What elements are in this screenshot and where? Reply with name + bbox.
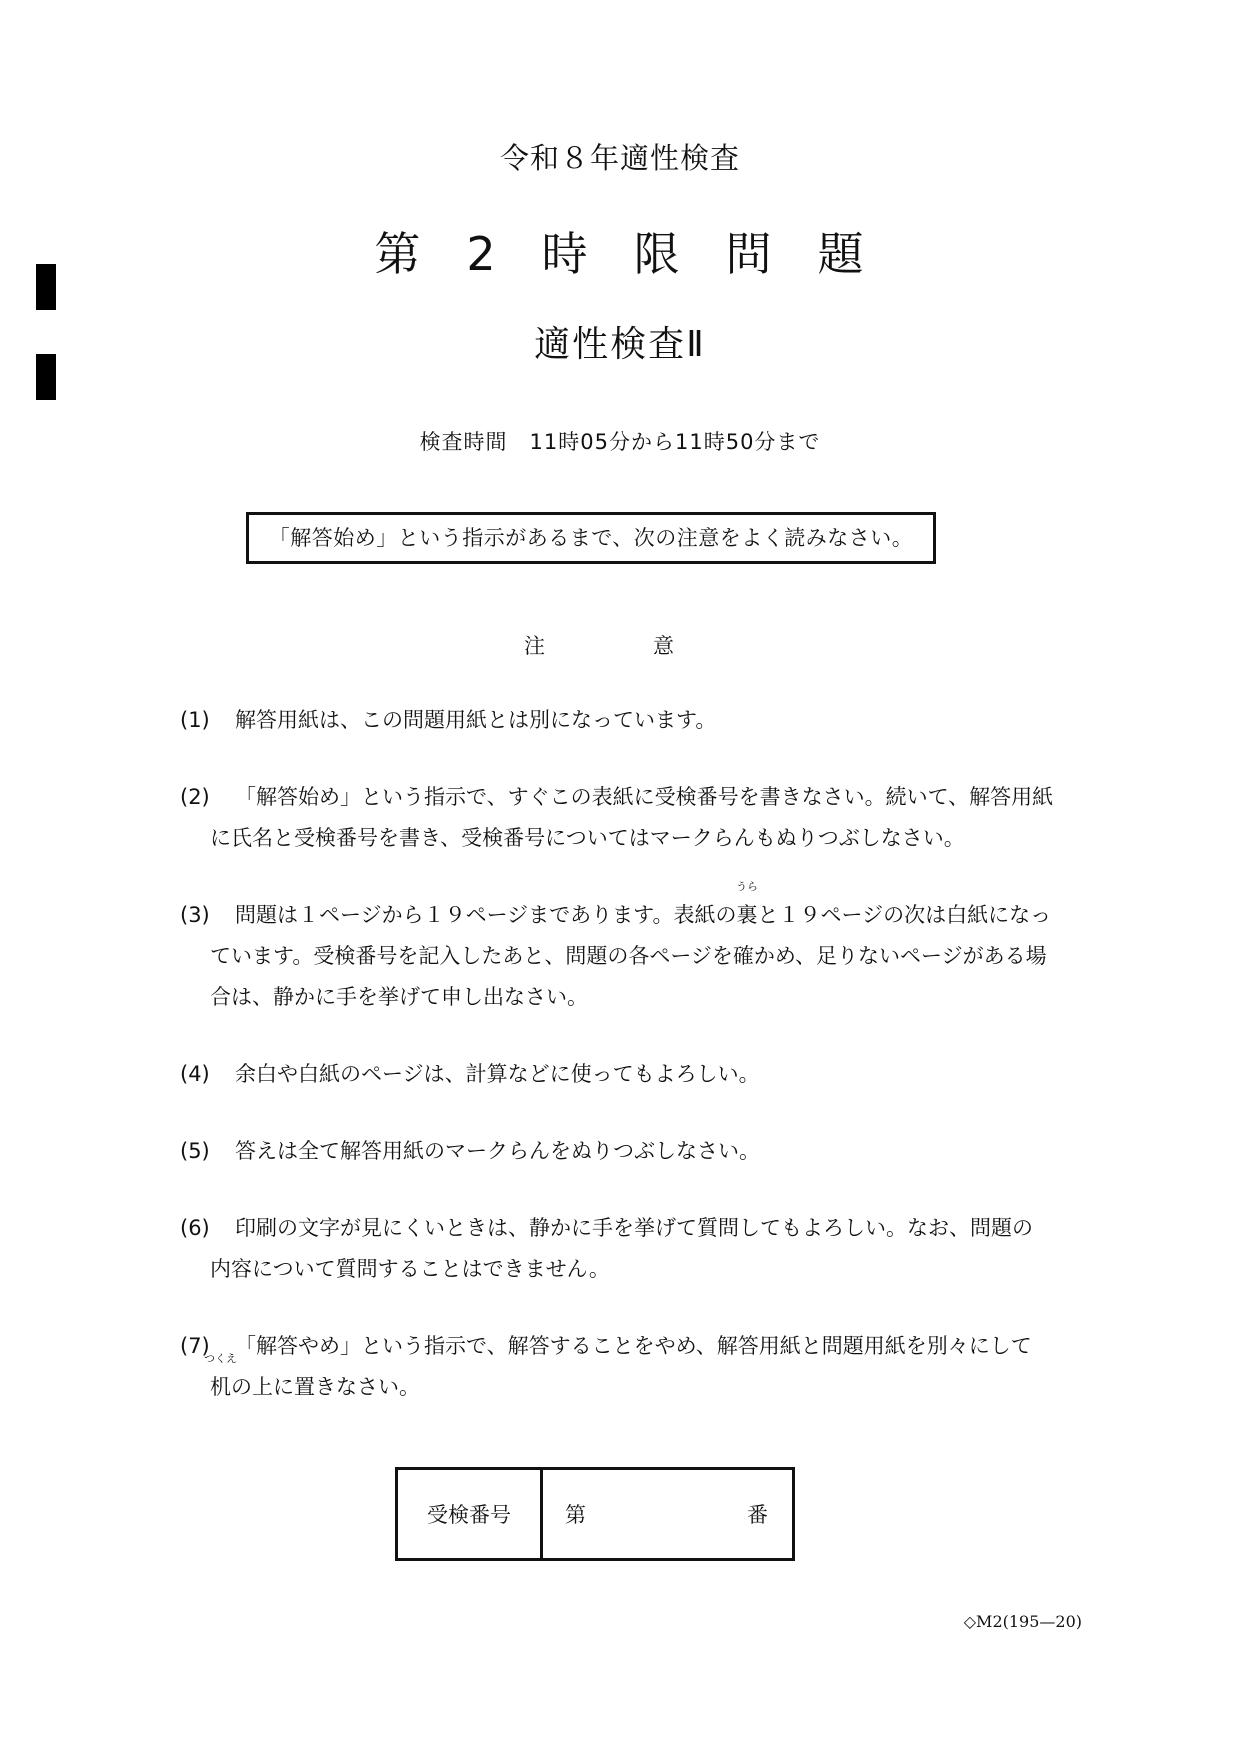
footer-code: ◇M2(195—20) [963, 1612, 1082, 1631]
note-item [180, 700, 1080, 741]
note-item [180, 1131, 1080, 1172]
instruction-box: 「解答始め」という指示があるまで、次の注意をよく読みなさい。 [246, 512, 936, 564]
title-char: 時 [541, 227, 590, 281]
note-text-line: 内容について質問することはできません。 [210, 1257, 610, 1281]
title-char: 題 [817, 227, 866, 281]
note-text-line: に氏名と受検番号を書き、受検番号についてはマークらんもぬりつぶしなさい。 [210, 826, 965, 850]
notes-heading-char: 意 [653, 634, 674, 658]
note-text: 余白や白紙のページは、計算などに使ってもよろしい。 [235, 1062, 760, 1086]
exam-time: 検査時間 11時05分から11時50分まで [419, 430, 821, 454]
note-text-line: 合は、静かに手を挙げて申し出なさい。 [210, 985, 588, 1009]
note-text-segment: の上に置きなさい。 [231, 1375, 420, 1399]
notes-heading [524, 630, 674, 660]
exam-number-label: 受検番号 [398, 1470, 543, 1558]
note-text: 解答用紙は、この問題用紙とは別になっています。 [235, 708, 717, 732]
note-number: (5) [180, 1139, 210, 1163]
exam-name: 適性検査Ⅱ [534, 324, 706, 365]
note-item [180, 1208, 1080, 1290]
note-text-line: ています。受検番号を記入したあと、問題の各ページを確かめ、足りないページがある場 [210, 944, 1047, 968]
note-number: (7) [180, 1334, 210, 1358]
note-text-line: 「解答始め」という指示で、すぐこの表紙に受検番号を書きなさい。続いて、解答用紙 [235, 785, 1054, 809]
note-number: (6) [180, 1216, 210, 1240]
ruby-reading: うら [735, 880, 758, 893]
title-char: 2 [466, 227, 498, 281]
note-number: (3) [180, 903, 210, 927]
title-char: 限 [633, 227, 682, 281]
note-item [180, 1054, 1080, 1095]
ruby-base: 裏 [736, 903, 758, 927]
note-text-segment: 問題は１ページから１９ページまであります。表紙の [235, 903, 737, 927]
ruby-word [204, 1352, 237, 1408]
note-number: (2) [180, 785, 210, 809]
title-char: 第 [374, 227, 423, 281]
note-text-segment: と１９ページの次は白紙になっ [757, 903, 1052, 927]
note-text-line: 「解答やめ」という指示で、解答することをやめ、解答用紙と問題用紙を別々にして [235, 1334, 1032, 1358]
page-title [0, 218, 1240, 284]
title-char: 問 [725, 227, 774, 281]
note-text-line [204, 1352, 1080, 1408]
exam-number-field[interactable] [543, 1470, 792, 1558]
ruby-word [735, 880, 758, 936]
note-text-line: 印刷の文字が見にくいときは、静かに手を挙げて質問してもよろしい。なお、問題の [235, 1216, 1033, 1240]
note-text: 答えは全て解答用紙のマークらんをぬりつぶしなさい。 [235, 1139, 760, 1163]
ruby-reading: つくえ [204, 1352, 237, 1365]
note-item [180, 777, 1080, 859]
ruby-base: 机 [210, 1375, 231, 1399]
exam-number-prefix: 第 [565, 1503, 586, 1527]
note-item [180, 880, 1080, 1018]
exam-subtitle: 令和８年適性検査 [499, 141, 740, 175]
note-number: (4) [180, 1062, 210, 1086]
exam-number-suffix: 番 [747, 1503, 768, 1527]
exam-number-table [395, 1467, 795, 1561]
note-item [180, 1326, 1080, 1408]
note-text-line [235, 880, 1080, 936]
notes-heading-char: 注 [524, 634, 545, 658]
notes-list [180, 700, 1080, 1444]
note-number: (1) [180, 708, 210, 732]
